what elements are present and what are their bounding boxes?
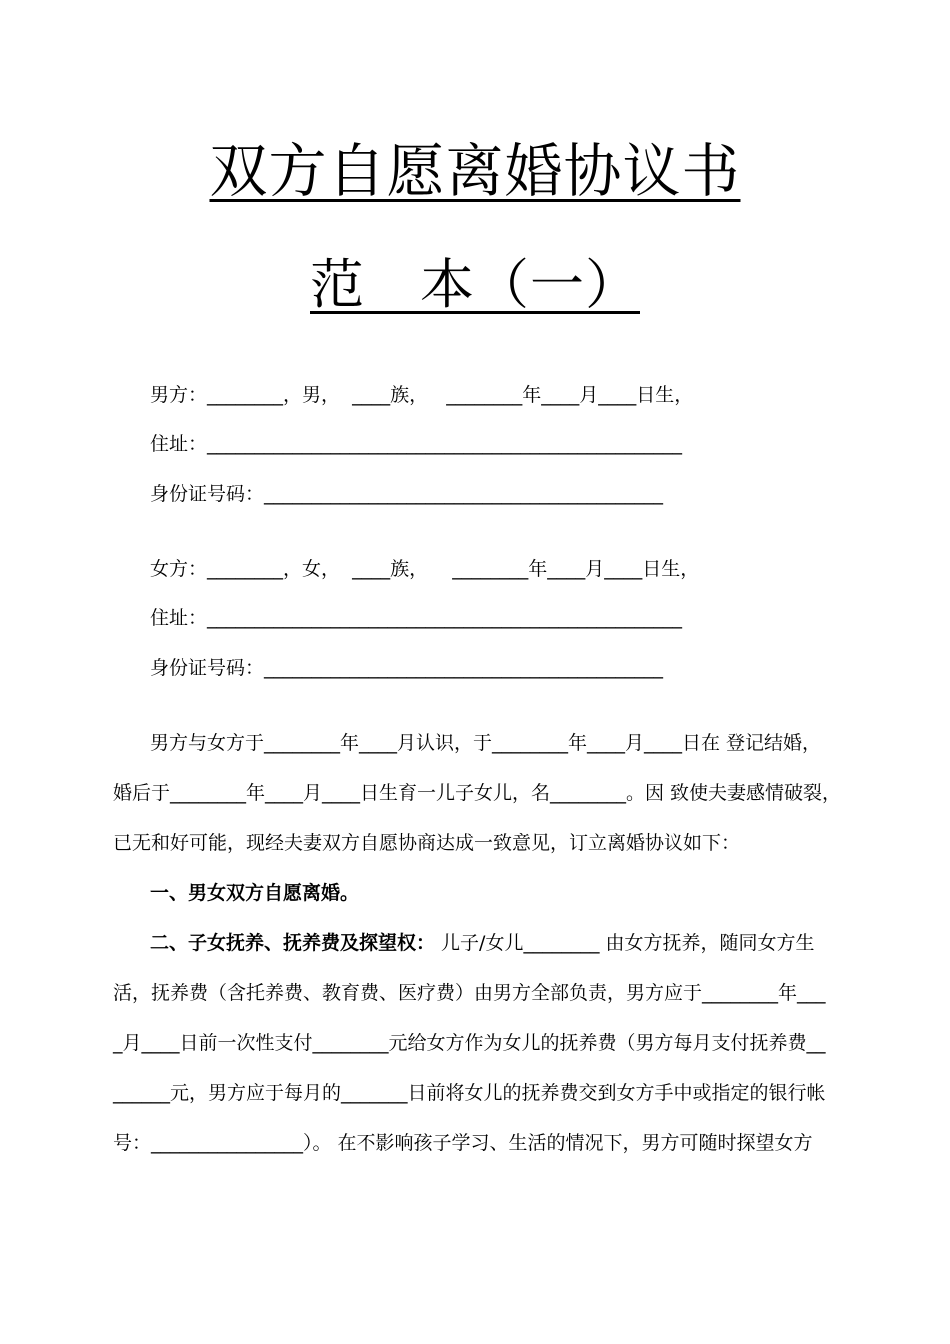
clause-2-line-3: _月____日前一次性支付________元给女方作为女儿的抚养费（男方每月支付抚养费__ xyxy=(113,1032,826,1054)
female-id-line: 身份证号码：__________________________________________ xyxy=(150,657,664,679)
clause-2-line-1 xyxy=(150,929,815,957)
document-subtitle: 范 本（一） xyxy=(310,253,640,316)
clause-1-heading: 一、男女双方自愿离婚。 xyxy=(150,882,360,904)
document-title: 双方自愿离婚协议书 xyxy=(209,137,741,205)
clause-2-line-5: 号：________________）。 在不影响孩子学习、生活的情况下，男方可随时探望女方 xyxy=(113,1132,813,1154)
preamble-line-2: 婚后于________年____月____日生育一儿子女儿，名________。因 致使夫妻感情破裂， xyxy=(113,782,842,804)
clause-2-heading: 二、子女抚养、抚养费及探望权： xyxy=(150,932,436,954)
preamble-line-1: 男方与女方于________年____月认识，于________年____月____日在 登记结婚， xyxy=(150,732,822,754)
male-address-line: 住址：__________________________________________________ xyxy=(150,433,683,455)
clause-2-line-2: 活，抚养费（含托养费、教育费、医疗费）由男方全部负责，男方应于________年___ xyxy=(113,982,826,1004)
clause-2-text: 儿子/女儿________ 由女方抚养，随同女方生 xyxy=(435,932,815,954)
female-address-line: 住址：__________________________________________________ xyxy=(150,607,683,629)
clause-1 xyxy=(150,879,359,907)
clause-2-line-4: ______元，男方应于每月的_______日前将女儿的抚养费交到女方手中或指定的银行帐 xyxy=(113,1082,826,1104)
female-info-line: 女方：________，女， ____族， ________年____月____日生， xyxy=(150,558,700,580)
male-id-line: 身份证号码：__________________________________________ xyxy=(150,483,664,505)
male-info-line: 男方：________，男， ____族， ________年____月____日生， xyxy=(150,384,694,406)
preamble-line-3: 已无和好可能，现经夫妻双方自愿协商达成一致意见，订立离婚协议如下： xyxy=(113,832,741,854)
